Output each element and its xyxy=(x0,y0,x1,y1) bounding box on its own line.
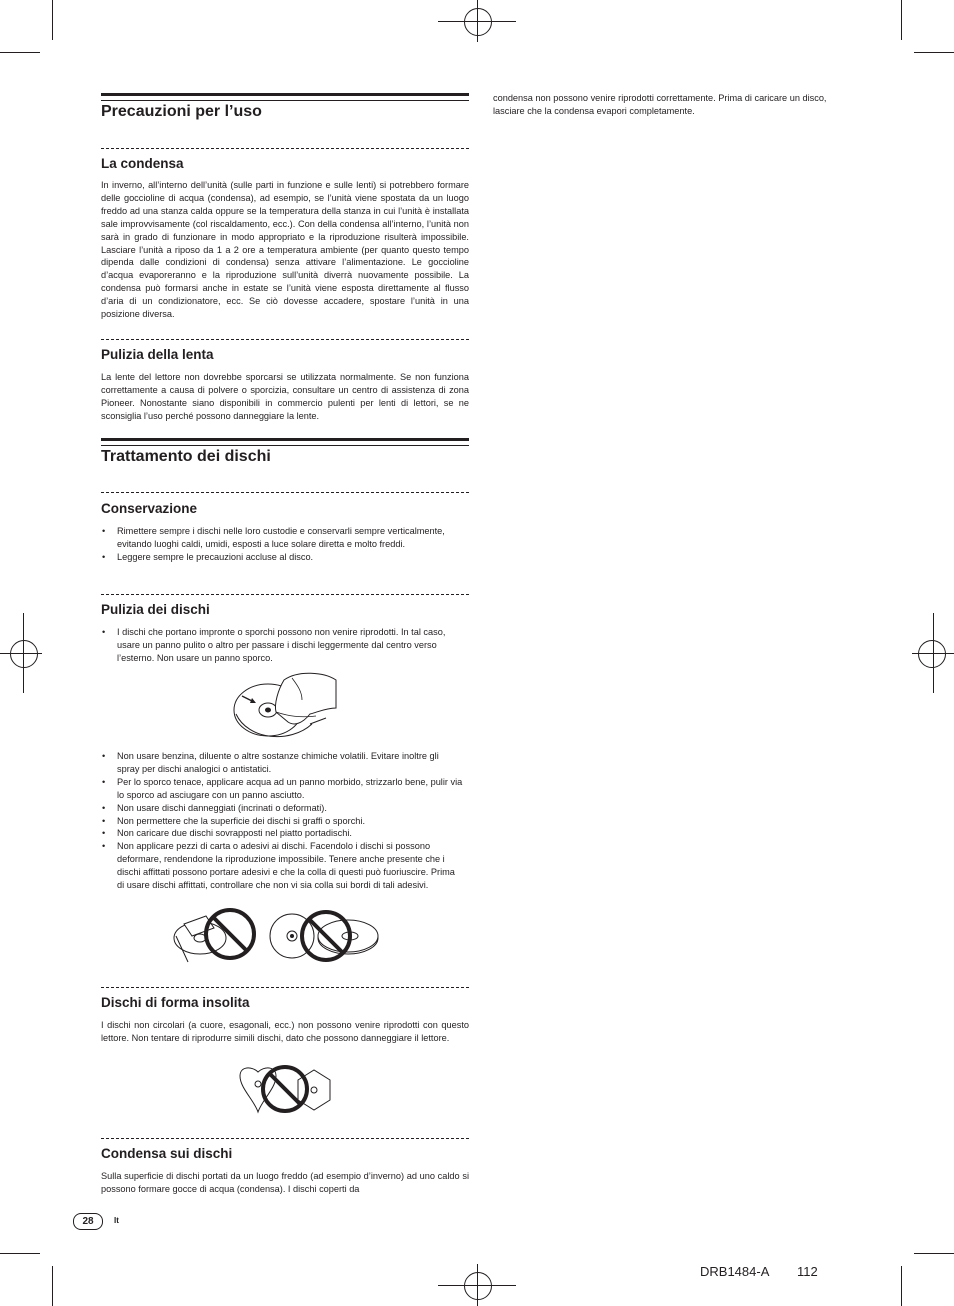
list-item: • Per lo sporco tenace, applicare acqua ad un panno morbido, strizzarlo bene, pulir via lo sporco ad asciugare con un panno asciutto. xyxy=(101,776,463,802)
subsection-divider xyxy=(101,492,469,493)
list-item: • Non applicare pezzi di carta o adesivi ai dischi. Facendolo i dischi si possono deformare, rendendone la riproduzione impossibile. Tenere anche presente che i dischi affittati possono portare adesivi e che la colla di questi può fuoriuscire. Prima di usare dischi affittati, controllare che non vi sia colla sui bordi di tali adesivi. xyxy=(101,840,463,892)
no-stacked-discs-icon xyxy=(268,906,380,966)
document-code: DRB1484-A xyxy=(700,1264,770,1279)
folio-number: 112 xyxy=(797,1264,818,1279)
condensa-dischi-paragraph: Sulla superficie di dischi portati da un luogo freddo (ad esempio d’inverno) ad uno caldo si possono formare gocce di acqua (condensa). I dischi coperti da xyxy=(101,1171,469,1194)
subsection-divider xyxy=(101,148,469,149)
list-item: • Non permettere che la superficie dei dischi si graffi o sporchi. xyxy=(101,815,463,828)
list-item: • Rimettere sempre i dischi nelle loro custodie e conservarli sempre verticalmente, evitando luoghi caldi, umidi, esposti a luce solare diretta e molto freddi. xyxy=(101,525,463,551)
list-item: • Leggere sempre le precauzioni accluse al disco. xyxy=(101,551,463,564)
no-irregular-disc-icon xyxy=(236,1064,336,1116)
subsection-divider xyxy=(101,594,469,595)
subsection-title-pulizia: Pulizia dei dischi xyxy=(101,602,210,617)
list-item: • Non usare dischi danneggiati (incrinati o deformati). xyxy=(101,802,463,815)
list-item: • I dischi che portano impronte o sporchi possono non venire riprodotti. In tal caso, usare un panno pulito o altro per passare i dischi leggermente dal centro verso l’esterno. Non usare un panno sporco. xyxy=(101,626,463,665)
subsection-divider xyxy=(101,339,469,340)
condensa-dischi-continued: condensa non possono venire riprodotti correttamente. Prima di caricare un disco, lasciare che la condensa evapori completamente. xyxy=(493,93,827,116)
section-rule xyxy=(101,93,469,101)
page-number: 28 xyxy=(73,1213,103,1230)
subsection-title-condensa-dischi: Condensa sui dischi xyxy=(101,1146,233,1161)
pulizia-list-a xyxy=(101,626,463,665)
insolita-paragraph: I dischi non circolari (a cuore, esagonali, ecc.) non possono venire riprodotti con questo lettore. Non tentare di riprodurre simili dischi, dato che possono danneggiare il lettore. xyxy=(101,1020,469,1043)
conservazione-list xyxy=(101,525,463,564)
lenta-paragraph: La lente del lettore non dovrebbe sporcarsi se utilizzata normalmente. Se non funziona correttamente a causa di polvere o sporcizia, consultare un centro di assistenza di zona Pioneer. Nonostante siano disponibili in commercio pulenti per lenti di lettori, se ne sconsiglia l’uso perché possono danneggiare la lente. xyxy=(101,372,469,421)
subsection-title-lenta: Pulizia della lenta xyxy=(101,347,214,362)
wiping-disc-illustration xyxy=(228,668,340,744)
list-item: • Non usare benzina, diluente o altre sostanze chimiche volatili. Evitare inoltre gli spray per dischi analogici o antistatici. xyxy=(101,750,463,776)
subsection-divider xyxy=(101,1138,469,1139)
section-rule xyxy=(101,438,469,446)
subsection-divider xyxy=(101,987,469,988)
subsection-title-conservazione: Conservazione xyxy=(101,501,198,516)
section-title-precauzioni: Precauzioni per l’uso xyxy=(101,103,262,120)
pulizia-list-b xyxy=(101,750,463,892)
no-adhesive-sticker-icon xyxy=(170,906,258,966)
subsection-title-condensa: La condensa xyxy=(101,156,184,171)
language-label: It xyxy=(114,1216,119,1225)
subsection-title-insolita: Dischi di forma insolita xyxy=(101,995,250,1010)
list-item: • Non caricare due dischi sovrapposti nel piatto portadischi. xyxy=(101,827,463,840)
condensa-paragraph: In inverno, all’interno dell’unità (sulle parti in funzione e sulle lenti) si potrebbero formare delle goccioline di acqua (condensa), ad esempio, se l’unità viene spostata da un luogo freddo ad una stanza calda oppure se la temperatura della stanza in cui l’unità è installata sale improvvisamente (col riscaldamento, ecc.). Con della condensa all’interno, l’unità non sarà in grado di funzionare in modo appropriato e la riproduzione risulterà impossibile. Lasciare l’unità a riposo da 1 a 2 ore a temperatura ambiente (per quanto questo tempo dipenda dalle condizioni di condensa) senza attivare l’alimentazione. Le goccioline d’acqua evaporeranno e la riproduzione sull’unità diverrà nuovamente possibile. La condensa può formarsi anche in estate se l’unità viene esposta direttamente al flusso d’aria di un condizionatore, ecc. Se ciò dovesse accadere, spostare l’unità in una posizione diversa. xyxy=(101,180,469,320)
section-title-trattamento: Trattamento dei dischi xyxy=(101,448,271,465)
